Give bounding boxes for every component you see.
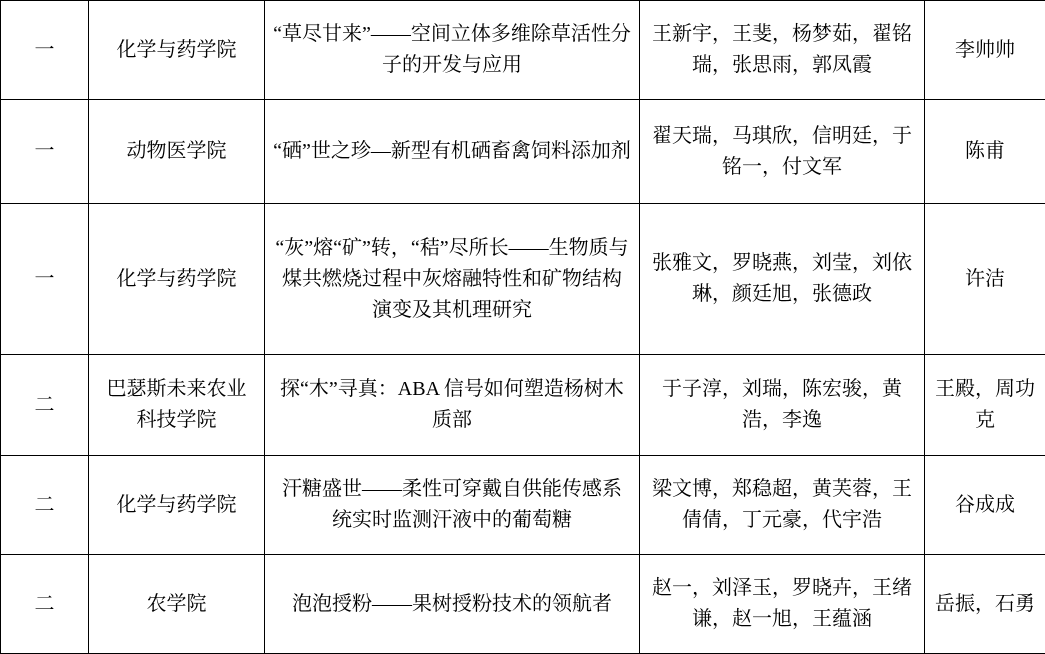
cell-project-title: “灰”熔“矿”转，“秸”尽所长——生物质与煤共燃烧过程中灰熔融特性和矿物结构演变及其机理研究 xyxy=(265,204,640,355)
cell-advisor: 李帅帅 xyxy=(925,1,1045,100)
table-row xyxy=(1,1,1045,100)
table-row xyxy=(1,555,1045,654)
cell-rank: 二 xyxy=(1,355,89,456)
cell-members: 于子淳，刘瑞，陈宏骏，黄浩，李逸 xyxy=(640,355,925,456)
table-row xyxy=(1,100,1045,204)
cell-department: 农学院 xyxy=(89,555,265,654)
cell-department: 动物医学院 xyxy=(89,100,265,204)
cell-members: 张雅文，罗晓燕，刘莹，刘依琳，颜廷旭，张德政 xyxy=(640,204,925,355)
cell-advisor: 谷成成 xyxy=(925,456,1045,555)
cell-members: 翟天瑞，马琪欣，信明廷，于铭一，付文军 xyxy=(640,100,925,204)
cell-rank: 一 xyxy=(1,1,89,100)
cell-project-title: 探“木”寻真：ABA 信号如何塑造杨树木质部 xyxy=(265,355,640,456)
cell-advisor: 许洁 xyxy=(925,204,1045,355)
table-row xyxy=(1,355,1045,456)
table-body xyxy=(1,1,1045,654)
cell-rank: 一 xyxy=(1,204,89,355)
cell-department: 化学与药学院 xyxy=(89,204,265,355)
cell-members: 赵一，刘泽玉，罗晓卉，王绪谦，赵一旭，王蕴涵 xyxy=(640,555,925,654)
cell-advisor: 岳振，石勇 xyxy=(925,555,1045,654)
cell-advisor: 陈甫 xyxy=(925,100,1045,204)
cell-advisor: 王殿，周功克 xyxy=(925,355,1045,456)
cell-project-title: “硒”世之珍—新型有机硒畜禽饲料添加剂 xyxy=(265,100,640,204)
cell-department: 巴瑟斯未来农业科技学院 xyxy=(89,355,265,456)
cell-project-title: 泡泡授粉——果树授粉技术的领航者 xyxy=(265,555,640,654)
cell-department: 化学与药学院 xyxy=(89,1,265,100)
cell-project-title: “草尽甘来”——空间立体多维除草活性分子的开发与应用 xyxy=(265,1,640,100)
table-row xyxy=(1,204,1045,355)
cell-rank: 一 xyxy=(1,100,89,204)
cell-members: 梁文博，郑稳超，黄芙蓉，王倩倩，丁元豪，代宇浩 xyxy=(640,456,925,555)
cell-members: 王新宇，王斐，杨梦茹，翟铭瑞，张思雨，郭凤霞 xyxy=(640,1,925,100)
table-row xyxy=(1,456,1045,555)
cell-project-title: 汗糖盛世——柔性可穿戴自供能传感系统实时监测汗液中的葡萄糖 xyxy=(265,456,640,555)
cell-department: 化学与药学院 xyxy=(89,456,265,555)
cell-rank: 二 xyxy=(1,555,89,654)
cell-rank: 二 xyxy=(1,456,89,555)
